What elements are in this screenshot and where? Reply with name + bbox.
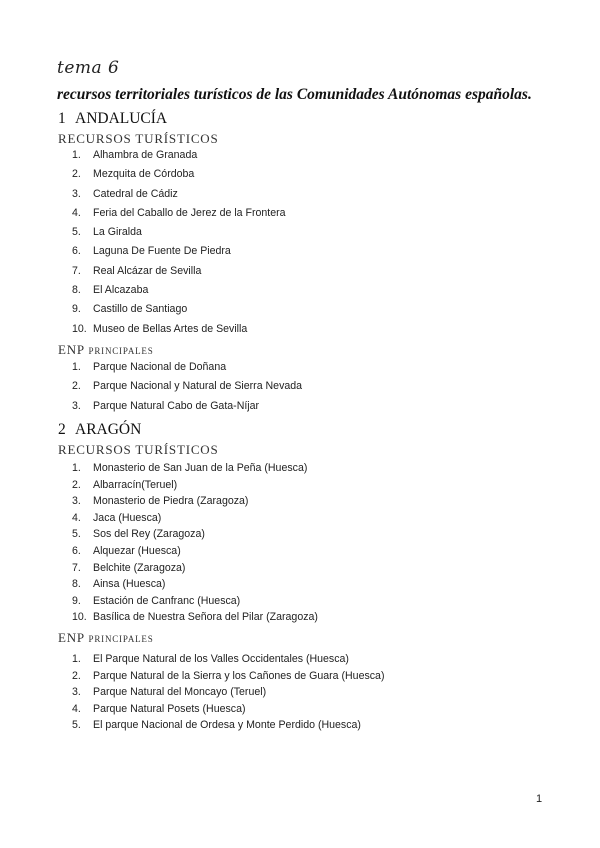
list-item: 4. Jaca (Huesca): [72, 511, 162, 524]
topic-label: tema 6: [57, 58, 120, 78]
list-item: 3. Catedral de Cádiz: [72, 187, 178, 200]
list-item: 9. Castillo de Santiago: [72, 303, 188, 316]
enp-heading: ENP principales: [58, 630, 154, 645]
list-item: 4. Parque Natural Posets (Huesca): [72, 702, 246, 715]
list-item: 8. Ainsa (Huesca): [72, 578, 166, 591]
section-number: 2: [58, 421, 66, 438]
list-item: 3. Monasterio de Piedra (Zaragoza): [72, 495, 249, 508]
list-item: 5. La Giralda: [72, 226, 142, 239]
section-heading-andalucia: [58, 110, 167, 128]
recursos-list-andalucia: [72, 146, 286, 339]
list-item: 8. El Alcazaba: [72, 284, 149, 297]
list-item: 10. Museo de Bellas Artes de Sevilla: [72, 322, 248, 335]
enp-list-andalucia: [72, 358, 302, 416]
list-item: 1. Monasterio de San Juan de la Peña (Huesca): [72, 462, 308, 474]
section-title: ANDALUCÍA: [75, 110, 168, 127]
enp-heading: ENP principales: [58, 342, 154, 357]
list-item: 5. Sos del Rey (Zaragoza): [72, 528, 205, 541]
list-item: 7. Real Alcázar de Sevilla: [72, 264, 202, 277]
list-item: 3. Parque Natural Cabo de Gata-Níjar: [72, 399, 260, 412]
list-item: 2. Parque Nacional y Natural de Sierra Nevada: [72, 380, 303, 393]
list-item: 2. Albarracín(Teruel): [72, 478, 178, 491]
list-item: 1. Parque Nacional de Doñana: [72, 361, 227, 373]
list-item: 2. Mezquita de Córdoba: [72, 168, 195, 181]
document-subtitle: recursos territoriales turísticos de las Comunidades Autónomas españolas.: [57, 86, 532, 103]
section-number: 1: [58, 110, 66, 127]
recursos-heading: RECURSOS TURÍSTICOS: [58, 131, 219, 146]
section-title: ARAGÓN: [75, 421, 142, 438]
list-item: 10. Basílica de Nuestra Señora del Pilar (Zaragoza): [72, 611, 318, 624]
list-item: 3. Parque Natural del Moncayo (Teruel): [72, 686, 267, 699]
page-number: 1: [536, 793, 543, 805]
list-item: 6. Alquezar (Huesca): [72, 544, 181, 557]
recursos-heading: RECURSOS TURÍSTICOS: [58, 442, 219, 457]
list-item: 1. Alhambra de Granada: [72, 149, 198, 161]
list-item: 4. Feria del Caballo de Jerez de la Frontera: [72, 206, 286, 219]
list-item: 2. Parque Natural de la Sierra y los Cañones de Guara (Huesca): [72, 669, 385, 682]
section-heading-aragon: [58, 421, 141, 439]
list-item: 7. Belchite (Zaragoza): [72, 561, 186, 574]
enp-list-aragon: [72, 651, 384, 734]
list-item: 9. Estación de Canfranc (Huesca): [72, 594, 241, 607]
list-item: 5. El parque Nacional de Ordesa y Monte Perdido (Huesca): [72, 719, 361, 732]
list-item: 6. Laguna De Fuente De Piedra: [72, 245, 231, 258]
list-item: 1. El Parque Natural de los Valles Occidentales (Huesca): [72, 653, 349, 665]
recursos-list-aragon: [72, 460, 318, 626]
